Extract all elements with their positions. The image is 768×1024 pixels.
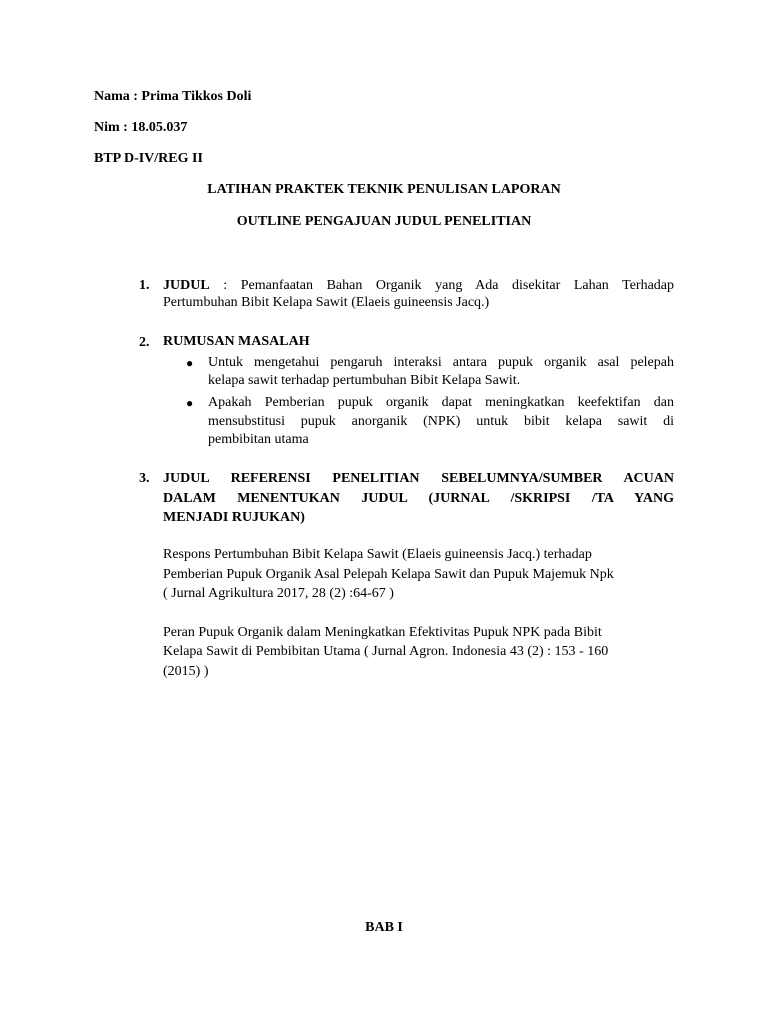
section-3-heading-3: MENJADI RUJUKAN) [163,510,305,525]
section-2-number: 2. [139,335,150,350]
section-3-heading-2: DALAM MENENTUKAN JUDUL (JURNAL /SKRIPSI /TA YANG [163,491,674,506]
student-name: Nama : Prima Tikkos Doli [94,89,252,104]
reference-2-line-1: Peran Pupuk Organik dalam Meningkatkan Efektivitas Pupuk NPK pada Bibit [163,625,602,640]
reference-1-line-1: Respons Pertumbuhan Bibit Kelapa Sawit (Elaeis guineensis Jacq.) terhadap [163,547,592,562]
section-2-heading: RUMUSAN MASALAH [163,334,310,349]
section-3-number: 3. [139,471,150,486]
bullet-1-line-1: Untuk mengetahui pengaruh interaksi antara pupuk organik asal pelepah [208,355,674,370]
reference-2-line-3: (2015) ) [163,664,209,679]
bullet-1-line-2: kelapa sawit terhadap pertumbuhan Bibit Kelapa Sawit. [208,373,521,388]
bullet-2-line-2: mensubstitusi pupuk anorganik (NPK) untuk bibit kelapa sawit di [208,414,674,429]
section-1-text-1: : Pemanfaatan Bahan Organik yang Ada disekitar Lahan Terhadap [209,278,674,293]
section-1-heading: JUDUL [163,278,210,293]
reference-2-line-2: Kelapa Sawit di Pembibitan Utama ( Jurnal Agron. Indonesia 43 (2) : 153 - 160 [163,644,609,659]
student-nim: Nim : 18.05.037 [94,120,188,135]
section-1-number: 1. [139,278,150,293]
section-3-heading-1: JUDUL REFERENSI PENELITIAN SEBELUMNYA/SUMBER ACUAN [163,471,674,486]
reference-1-line-2: Pemberian Pupuk Organik Asal Pelepah Kelapa Sawit dan Pupuk Majemuk Npk [163,567,614,582]
title-latihan: LATIHAN PRAKTEK TEKNIK PENULISAN LAPORAN [207,182,561,197]
student-class: BTP D-IV/REG II [94,151,203,166]
title-outline: OUTLINE PENGAJUAN JUDUL PENELITIAN [236,214,532,229]
section-1-line-2: Pertumbuhan Bibit Kelapa Sawit (Elaeis guineensis Jacq.) [163,295,490,310]
bullet-dot: ● [186,396,194,410]
bab-heading: BAB I [365,920,403,935]
bullet-2-line-1: Apakah Pemberian pupuk organik dapat meningkatkan keefektifan dan [208,395,674,410]
bullet-2-line-3: pembibitan utama [208,432,309,447]
bullet-dot: ● [186,356,194,370]
section-1-line-1 [163,278,674,294]
reference-1-line-3: ( Jurnal Agrikultura 2017, 28 (2) :64-67 ) [163,586,394,601]
